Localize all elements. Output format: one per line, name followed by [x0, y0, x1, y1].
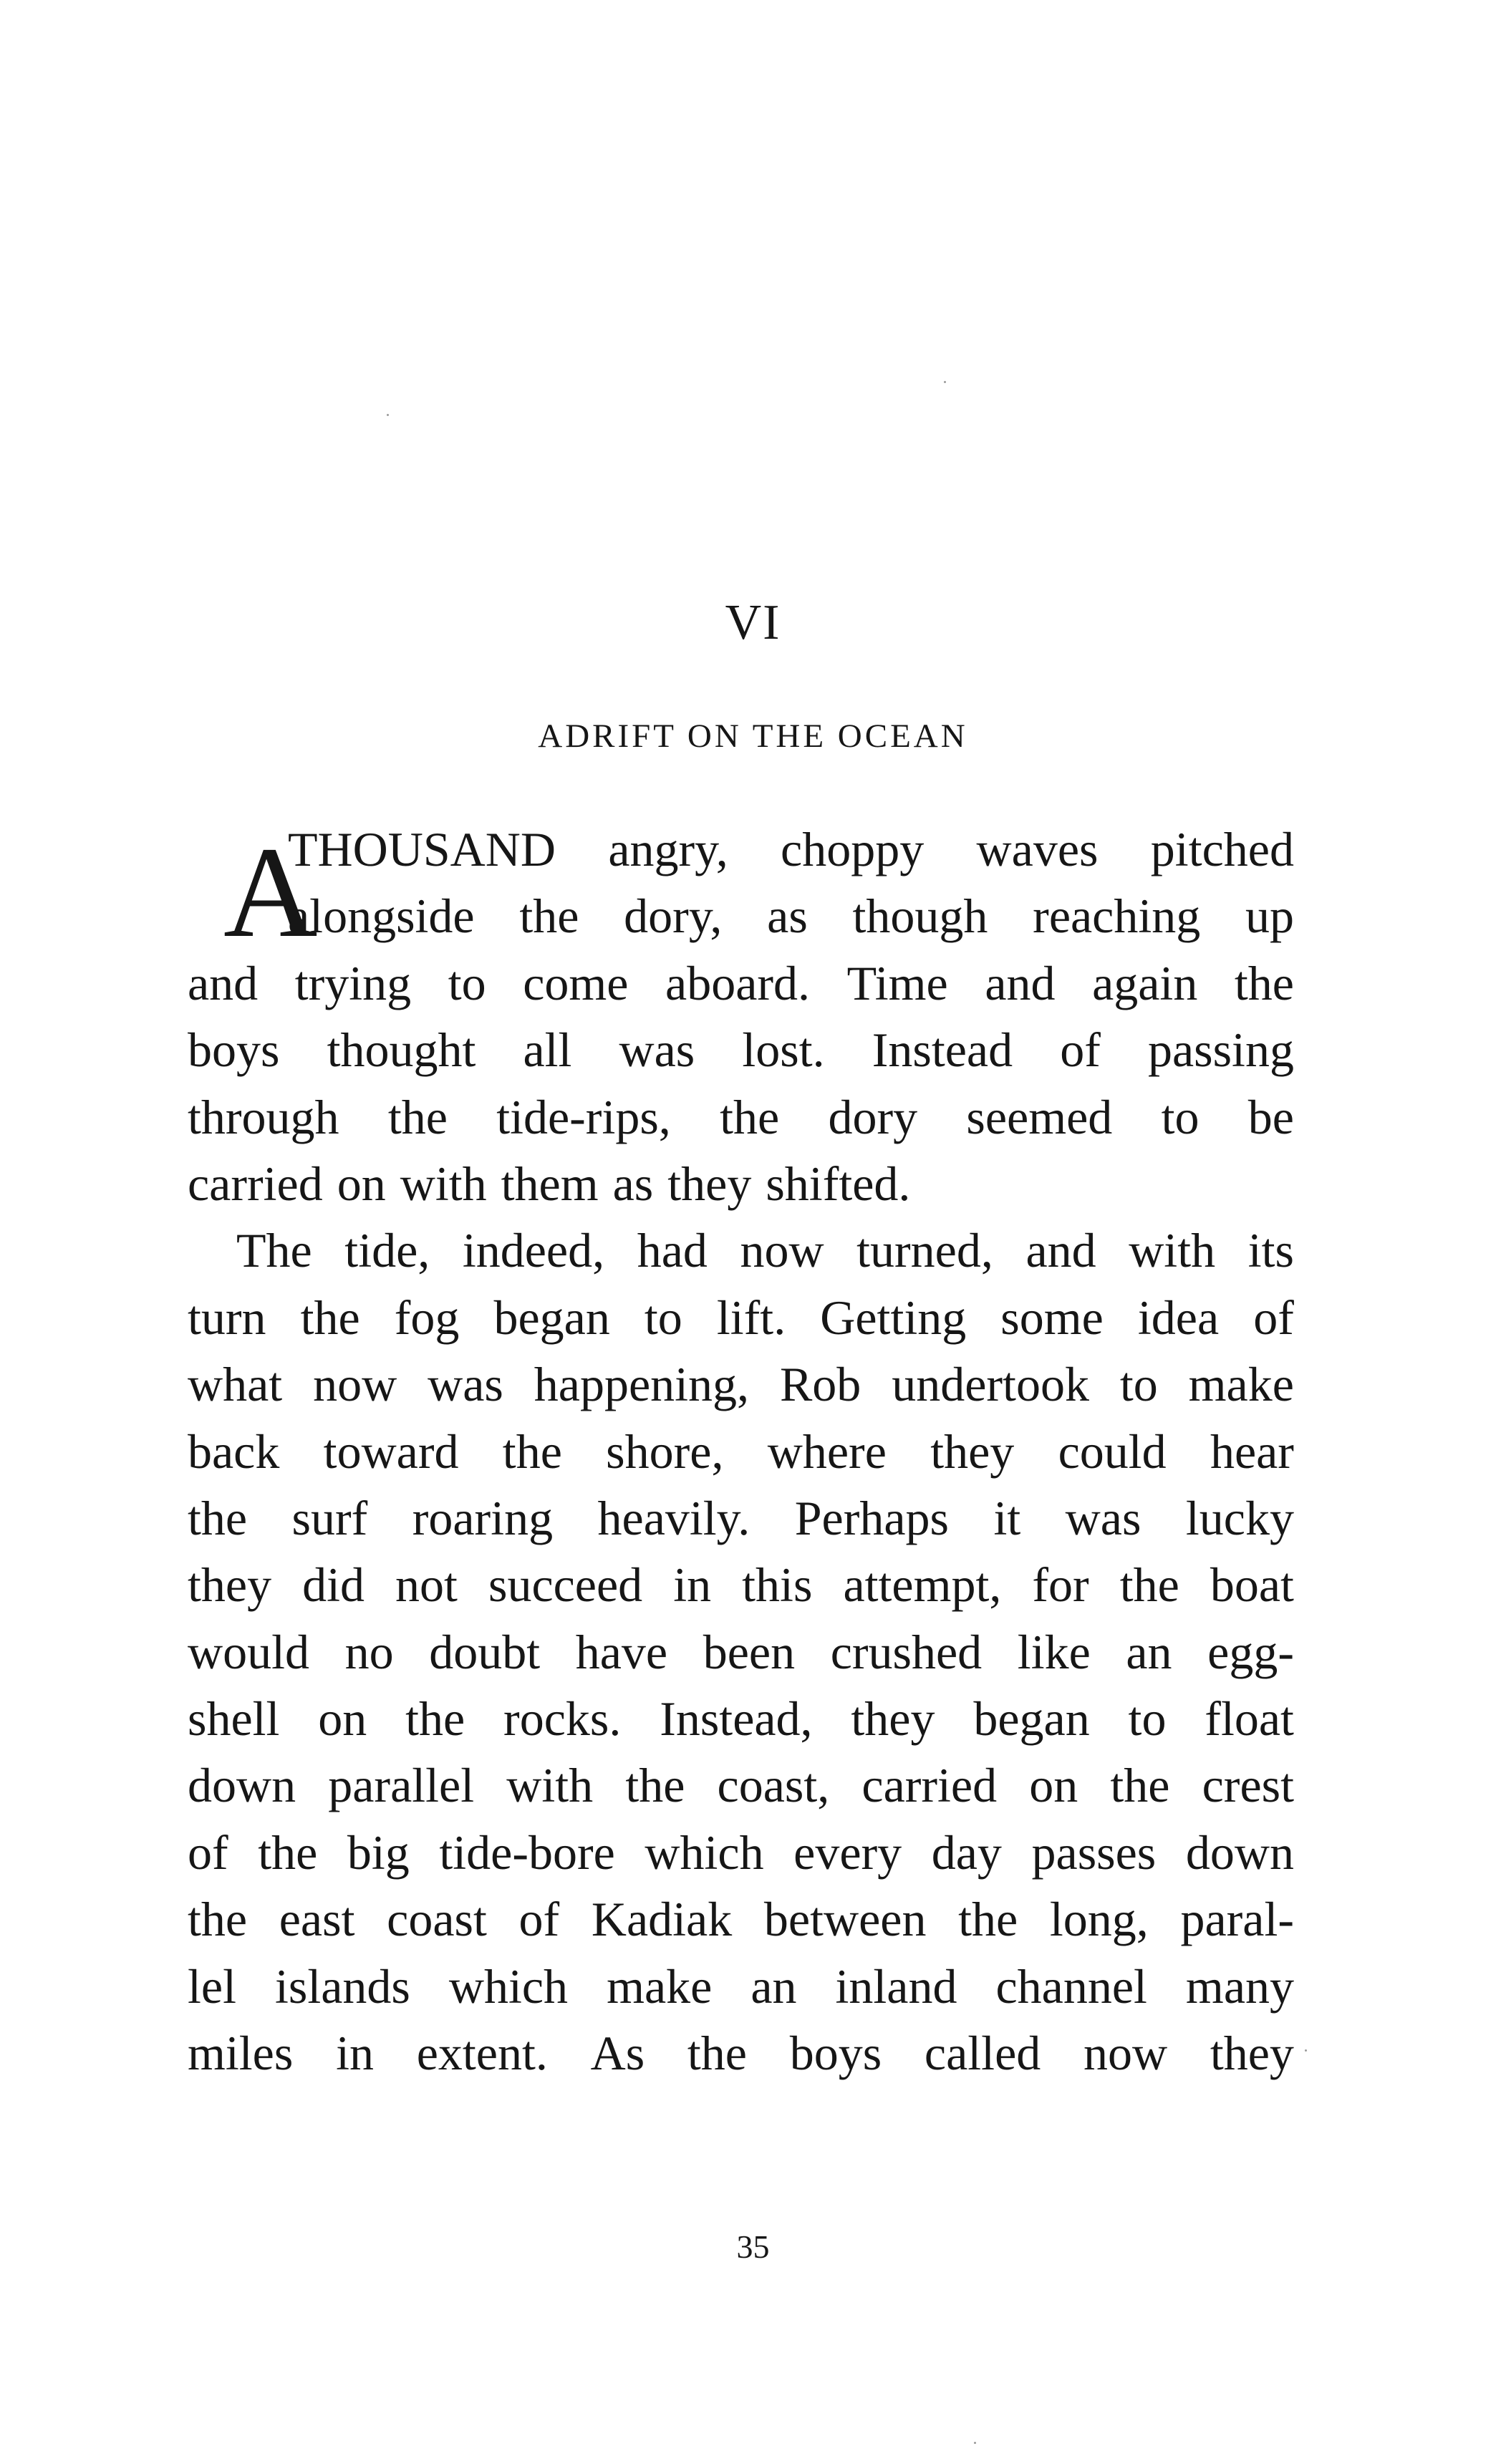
word: make [607, 1958, 713, 2014]
word: long, [1049, 1892, 1149, 1947]
word: shell [188, 1691, 280, 1746]
text-line [188, 816, 1294, 883]
word: lucky [1185, 1490, 1294, 1545]
word: crest [1202, 1758, 1294, 1813]
word: aboard. [665, 955, 811, 1010]
text-line [188, 1485, 1294, 1552]
text-line [188, 1686, 1294, 1752]
word: with [506, 1758, 594, 1813]
word: the [625, 1758, 685, 1813]
word: with [1129, 1223, 1216, 1278]
word: the [387, 1089, 448, 1144]
word: in [336, 2026, 374, 2081]
text-line [188, 950, 1294, 1017]
word: of [1060, 1023, 1101, 1078]
word: boys [789, 2026, 882, 2081]
word: parallel [328, 1758, 475, 1813]
word: heavily. [597, 1490, 750, 1545]
word: float [1205, 1691, 1294, 1746]
word: and [188, 955, 259, 1010]
word: toward [323, 1424, 459, 1479]
word: The [236, 1223, 312, 1278]
chapter-body [188, 816, 1294, 2087]
word: some [1000, 1290, 1104, 1345]
word: what [188, 1357, 283, 1412]
word: extent. [416, 2026, 548, 2081]
word: the [519, 889, 579, 944]
word: Instead, [660, 1691, 813, 1746]
word: lel [188, 1958, 236, 2014]
word: its [1247, 1223, 1294, 1278]
text-line [188, 1752, 1294, 1819]
word: Instead [872, 1023, 1013, 1078]
text-line [188, 1886, 1294, 1953]
word: shifted. [766, 1156, 911, 1211]
word: THOUSAND [288, 822, 556, 876]
word: not [395, 1557, 458, 1613]
word: hear [1210, 1424, 1294, 1479]
word: through [188, 1089, 339, 1144]
word: began [973, 1691, 1090, 1746]
word: an [1126, 1624, 1172, 1679]
paragraph-2 [188, 1217, 1294, 2087]
paper-speck [974, 2442, 976, 2444]
word: on [337, 1156, 386, 1211]
word: attempt, [843, 1557, 1002, 1613]
word: alongside [288, 889, 475, 944]
word: angry, [608, 822, 728, 876]
text-line [188, 1151, 1294, 1217]
word: they [188, 1557, 272, 1613]
word: as [767, 889, 808, 944]
word: did [302, 1557, 365, 1613]
word: paral- [1180, 1892, 1294, 1947]
word: as [612, 1156, 654, 1211]
word: the [1234, 955, 1294, 1010]
word: east [279, 1892, 355, 1947]
word: the [300, 1290, 360, 1345]
text-line [188, 1285, 1294, 1351]
word: seemed [966, 1089, 1113, 1144]
word: to [644, 1290, 682, 1345]
word: carried [188, 1156, 323, 1211]
word: of [1253, 1290, 1294, 1345]
word: reaching [1033, 889, 1201, 944]
word: doubt [429, 1624, 541, 1679]
word: the [958, 1892, 1018, 1947]
word: Rob [779, 1357, 861, 1412]
word: tide-bore [439, 1825, 615, 1880]
word: undertook [892, 1357, 1089, 1412]
text-line [188, 1084, 1294, 1151]
word: now [313, 1357, 397, 1412]
word: it [993, 1490, 1021, 1545]
word: rocks. [503, 1691, 622, 1746]
word: been [703, 1624, 796, 1679]
word: again [1092, 955, 1198, 1010]
word: dory [828, 1089, 918, 1144]
word: coast [387, 1892, 487, 1947]
text-line [188, 1820, 1294, 1886]
word: no [344, 1624, 394, 1679]
word: the [258, 1825, 318, 1880]
chapter-number: VI [725, 595, 781, 650]
word: which [448, 1958, 569, 2014]
word: now [1083, 2026, 1168, 2081]
word: day [931, 1825, 1002, 1880]
word: channel [995, 1958, 1147, 2014]
word: they [1210, 2026, 1294, 2081]
text-line [188, 1419, 1294, 1485]
paragraph-1 [188, 816, 1294, 1217]
word: to [1128, 1691, 1167, 1746]
word: of [518, 1892, 560, 1947]
word: islands [274, 1958, 410, 2014]
word: egg- [1207, 1624, 1294, 1679]
word: fog [394, 1290, 460, 1345]
word: though [852, 889, 988, 944]
word: lost. [742, 1023, 825, 1078]
word: indeed, [462, 1223, 605, 1278]
word: miles [188, 2026, 294, 2081]
word: them [501, 1156, 599, 1211]
word: the [687, 2026, 747, 2081]
word: down [1185, 1825, 1294, 1880]
word: and [1025, 1223, 1096, 1278]
word: turned, [856, 1223, 993, 1278]
chapter-title: ADRIFT ON THE OCEAN [538, 718, 968, 755]
word: of [188, 1825, 228, 1880]
word: in [673, 1557, 712, 1613]
word: As [590, 2026, 645, 2081]
word: have [575, 1624, 668, 1679]
word: Kadiak [591, 1892, 733, 1947]
word: the [188, 1892, 248, 1947]
word: roaring [412, 1490, 554, 1545]
word: dory, [624, 889, 723, 944]
word: come [523, 955, 629, 1010]
word: boys [188, 1023, 280, 1078]
word: trying [294, 955, 412, 1010]
word: carried [861, 1758, 998, 1813]
word: succeed [488, 1557, 643, 1613]
text-line [188, 1953, 1294, 2020]
word: they [667, 1156, 752, 1211]
drop-cap: A [223, 821, 318, 965]
word: where [767, 1424, 887, 1479]
text-line [188, 1619, 1294, 1686]
word: shore, [606, 1424, 724, 1479]
text-line [188, 1217, 1294, 1284]
word: could [1058, 1424, 1167, 1479]
word: make [1188, 1357, 1294, 1412]
word: the [188, 1490, 248, 1545]
text-line [188, 1552, 1294, 1618]
word: the [1110, 1758, 1170, 1813]
word: had [637, 1223, 708, 1278]
word: they [851, 1691, 935, 1746]
word: all [523, 1023, 572, 1078]
word: now [740, 1223, 824, 1278]
word: inland [835, 1958, 957, 2014]
word: was [428, 1357, 503, 1412]
word: big [347, 1825, 410, 1880]
word: the [502, 1424, 562, 1479]
word: up [1245, 889, 1294, 944]
word: surf [291, 1490, 368, 1545]
word: tide-rips, [496, 1089, 671, 1144]
word: turn [188, 1290, 266, 1345]
word: lift. [716, 1290, 786, 1345]
page-number: 35 [736, 2228, 770, 2265]
text-line [188, 1017, 1294, 1083]
word: this [742, 1557, 813, 1613]
word: to [448, 955, 486, 1010]
word: would [188, 1624, 309, 1679]
word: crushed [830, 1624, 983, 1679]
word: choppy [781, 822, 925, 876]
word: which [645, 1825, 764, 1880]
word: on [1029, 1758, 1078, 1813]
text-line [188, 883, 1294, 950]
word: was [1065, 1490, 1141, 1545]
word: with [400, 1156, 487, 1211]
word: called [924, 2026, 1041, 2081]
word: to [1119, 1357, 1158, 1412]
word: waves [976, 822, 1099, 876]
paper-speck [1305, 2049, 1307, 2052]
word: they [930, 1424, 1015, 1479]
word: the [1119, 1557, 1179, 1613]
word: Perhaps [794, 1490, 949, 1545]
word: Getting [820, 1290, 967, 1345]
text-line [188, 2020, 1294, 2087]
word: thought [327, 1023, 476, 1078]
word: Time [846, 955, 948, 1010]
word: for [1032, 1557, 1089, 1613]
word: like [1017, 1624, 1091, 1679]
word: happening, [534, 1357, 750, 1412]
word: coast, [717, 1758, 830, 1813]
word: to [1161, 1089, 1200, 1144]
word: passes [1031, 1825, 1157, 1880]
word: pitched [1150, 822, 1294, 876]
word: idea [1137, 1290, 1220, 1345]
word: boat [1210, 1557, 1294, 1613]
word: back [188, 1424, 280, 1479]
paper-speck [387, 414, 389, 416]
word: began [493, 1290, 610, 1345]
word: down [188, 1758, 296, 1813]
word: the [720, 1089, 780, 1144]
word: and [985, 955, 1056, 1010]
word: every [793, 1825, 902, 1880]
word: on [318, 1691, 367, 1746]
word: tide, [344, 1223, 430, 1278]
word: many [1185, 1958, 1294, 2014]
word: be [1247, 1089, 1294, 1144]
word: the [405, 1691, 465, 1746]
word: an [750, 1958, 797, 2014]
word: passing [1147, 1023, 1294, 1078]
text-line [188, 1351, 1294, 1418]
word: between [763, 1892, 927, 1947]
word: was [619, 1023, 695, 1078]
paper-speck [944, 381, 946, 383]
